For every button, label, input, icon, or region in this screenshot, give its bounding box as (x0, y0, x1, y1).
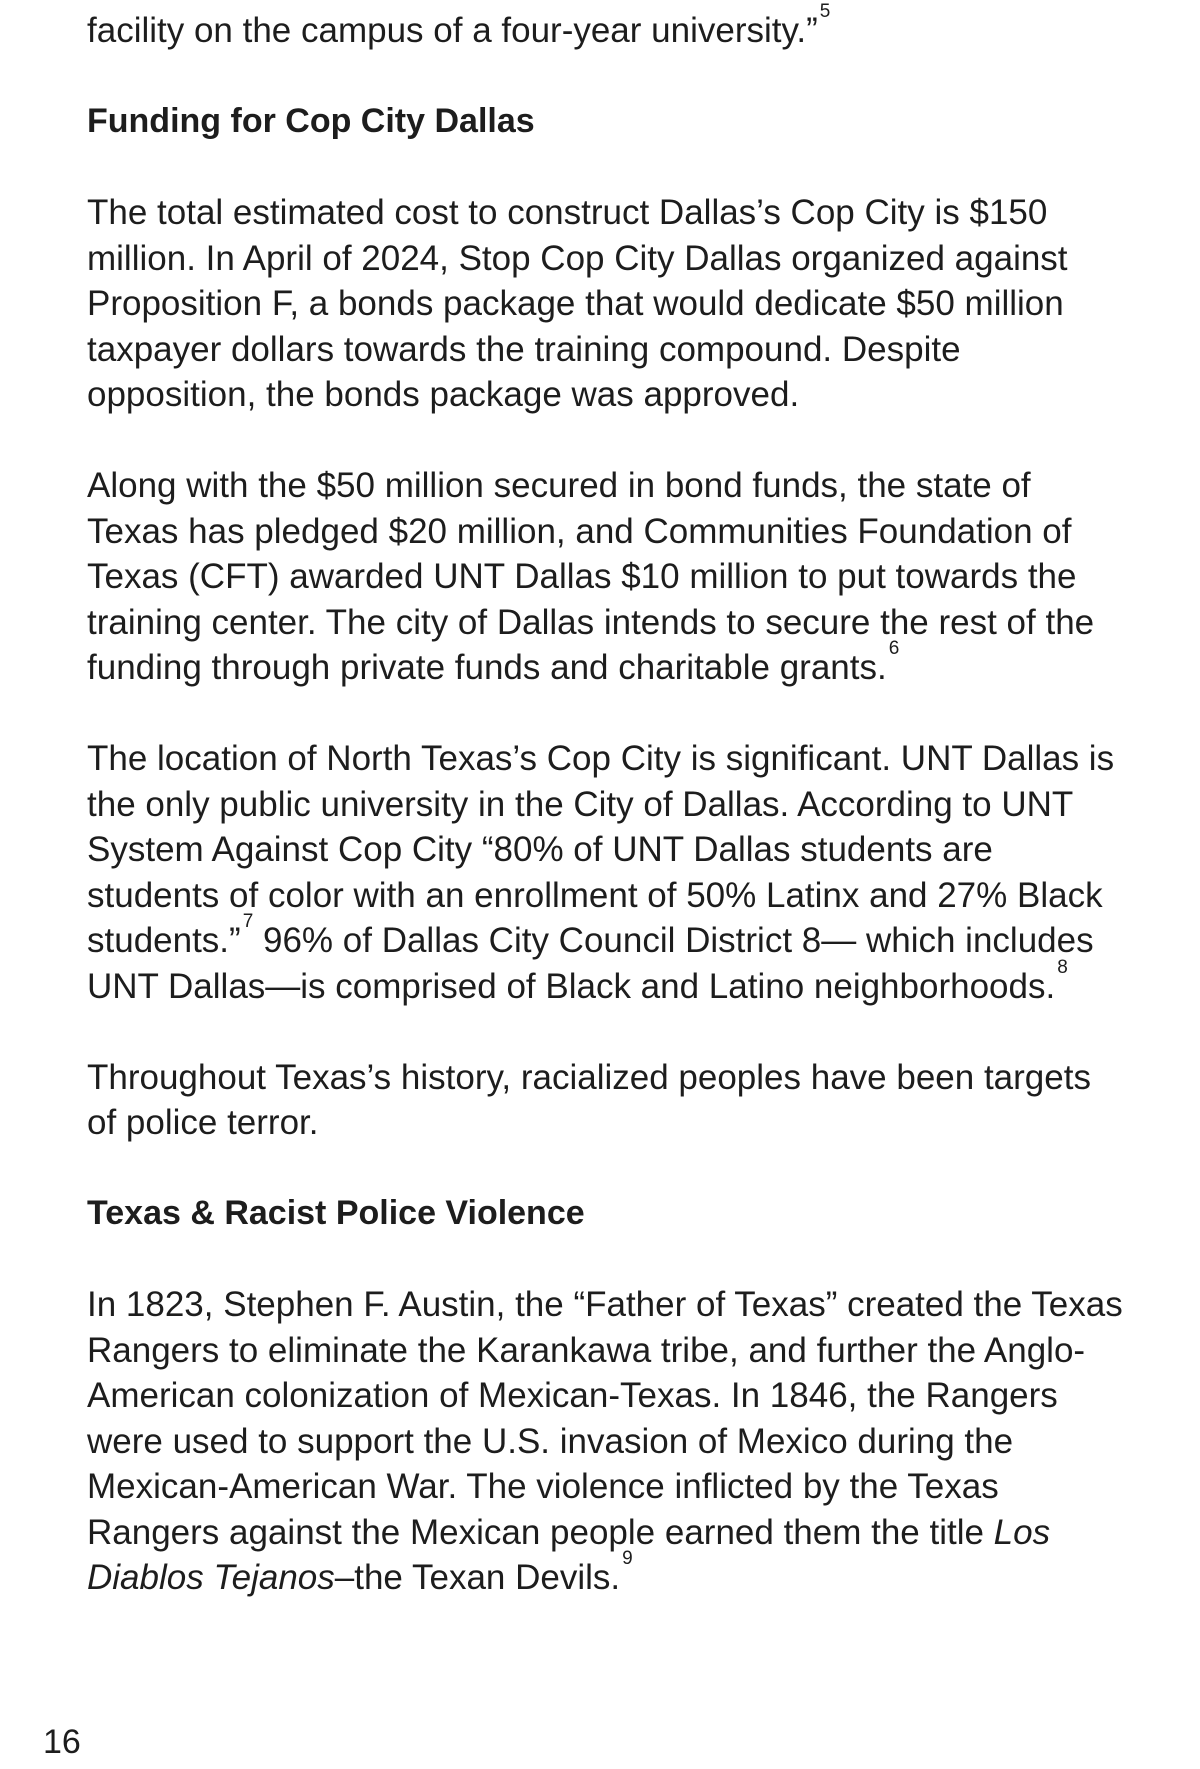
spacer (87, 1146, 1127, 1192)
intro-paragraph (87, 1, 1127, 54)
paragraph-texas-rangers (87, 1282, 1127, 1601)
footnote-ref-9: 9 (622, 1548, 633, 1569)
spacer (87, 1009, 1127, 1055)
paragraph-funding-sources (87, 463, 1127, 691)
spacer (87, 145, 1127, 191)
page-number: 16 (43, 1723, 81, 1761)
footnote-ref-8: 8 (1057, 956, 1068, 978)
footnote-ref-5: 5 (819, 1, 831, 22)
paragraph-texas-rangers-text-b: –the Texan Devils. (334, 1558, 621, 1597)
page-content (87, 1, 1127, 1601)
paragraph-location (87, 736, 1127, 1009)
paragraph-funding-sources-text: Along with the $50 million secured in bond funds, the state of Texas has pledged $20 million, and Communities Foundation of Texas (CFT) awarded UNT Dallas $10 million to put towards the training center. The city of Dallas intends to secure the rest of the funding through private funds and charitable grants. (87, 466, 1095, 687)
spacer (87, 691, 1127, 737)
section-heading-police-violence: Texas & Racist Police Violence (87, 1194, 585, 1232)
footnote-ref-6: 6 (888, 638, 900, 659)
paragraph-location-text-b: 96% of Dallas City Council District 8— which includes UNT Dallas—is comprised of Black and Latino neighborhoods. (87, 921, 1094, 1006)
paragraph-location-text-a: The location of North Texas’s Cop City is significant. UNT Dallas is the only public university in the City of Dallas. According to UNT System Against Cop City “80% of UNT Dallas students are students of color with an enrollment of 50% Latinx and 27% Black students.” (87, 739, 1115, 960)
section-heading-funding: Funding for Cop City Dallas (87, 102, 535, 140)
paragraph-total-cost: The total estimated cost to construct Dallas’s Cop City is $150 million. In April of 2024, Stop Cop City Dallas organized against Proposition F, a bonds package that would dedicate $50 million taxpayer dollars towards the training compound. Despite opposition, the bonds package was approved. (87, 193, 1068, 414)
paragraph-history: Throughout Texas’s history, racialized peoples have been targets of police terror. (87, 1057, 1091, 1142)
paragraph-texas-rangers-text-a: In 1823, Stephen F. Austin, the “Father of Texas” created the Texas Rangers to eliminate the Karankawa tribe, and further the Anglo-American colonization of Mexican-Texas. In 1846, the Rangers were used to support the U.S. invasion of Mexico during the Mexican-American War. The violence inflicted by the Texas Rangers against the Mexican people earned them the title (87, 1285, 1123, 1552)
spacer (87, 1237, 1127, 1283)
footnote-ref-7: 7 (242, 911, 254, 932)
intro-text: facility on the campus of a four-year university.” (87, 11, 818, 50)
spacer (87, 418, 1127, 464)
spacer (87, 54, 1127, 100)
italic-phrase: Los Diablos Tejanos (87, 1512, 1051, 1597)
